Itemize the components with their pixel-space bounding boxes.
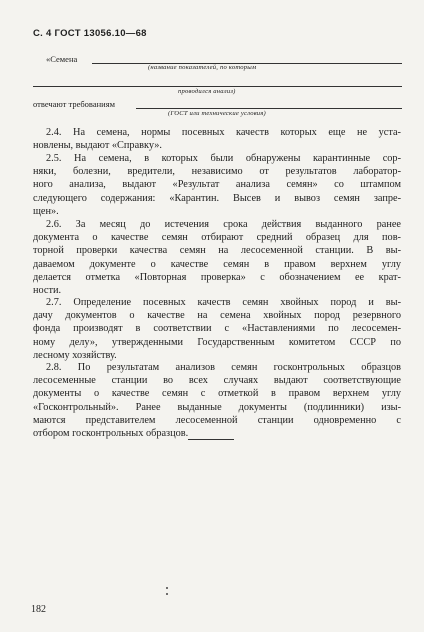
text-line: даваемом документе о качестве семян в правом верхнем углу: [33, 258, 401, 270]
text-line: фонда производят в соответствии с «Наставлениями по лесосемен-: [33, 323, 401, 335]
text-line: ности.: [33, 285, 62, 297]
text-line: отбором госконтрольных образцов.: [33, 428, 189, 440]
print-speck: [166, 593, 168, 595]
standard-fill-line: [136, 108, 402, 109]
page-header: С. 4 ГОСТ 13056.10—68: [33, 28, 147, 39]
end-divider: [188, 439, 234, 440]
text-line: документы о качестве семян с отметкой в правом верхнем углу: [33, 388, 401, 400]
conducted-caption: проводился анализ): [178, 88, 236, 95]
text-line: документа о качестве семян отбирают средний образец для пов-: [33, 232, 401, 244]
text-line: няки, болезни, вредители, независимо от результатов лаборатор-: [33, 166, 401, 178]
seeds-caption: (название показателей, по которым: [148, 64, 257, 71]
text-line: следующего содержания: «Карантин. Высев и вывоз семян запре-: [33, 192, 401, 204]
text-line: 2.5. На семена, в которых были обнаружены карантинные сор-: [46, 153, 401, 164]
text-line: ному делу», утвержденными Государственным комитетом СССР по: [33, 336, 401, 348]
seeds-label: «Семена: [46, 54, 78, 64]
text-line: лесному хозяйству.: [33, 349, 117, 361]
text-line: «Госконтрольный». Ранее выданные документы (подлинники) изы-: [33, 401, 401, 413]
text-line: ного анализа, выдают «Результат анализа семян» со штампом: [33, 179, 401, 191]
paragraph-2-8: [33, 361, 401, 440]
paragraph-2-5: [33, 152, 401, 218]
analysis-fill-line: [33, 86, 402, 87]
paragraph-2-7: [33, 296, 401, 362]
text-line: 2.7. Определение посевных качеств семян хвойных пород и вы-: [46, 297, 401, 308]
text-line: делается отметка «Повторная проверка» с обозначением ее крат-: [33, 271, 401, 283]
meet-requirements-label: отвечают требованиям: [33, 99, 115, 109]
standard-caption: (ГОСТ или технические условия): [168, 110, 266, 117]
paragraph-2-6: [33, 218, 401, 297]
text-line: 2.6. За месяц до истечения срока действия выданного ранее: [46, 219, 401, 230]
text-line: лесосеменные станции во всех случаях выдают соответствующие: [33, 375, 401, 387]
text-line: щен».: [33, 205, 59, 217]
text-line: торной проверки качества семян на лесосеменной станции. В вы-: [33, 245, 401, 257]
paragraph-2-4: [33, 126, 401, 152]
text-line: новлены, выдают «Справку».: [33, 140, 162, 152]
text-line: маются представителем лесосеменной станции одновременно с: [33, 414, 401, 426]
page-number: 182: [31, 604, 46, 615]
text-line: 2.4. На семена, нормы посевных качеств которых еще не уста-: [46, 127, 401, 138]
text-line: дачу документов о качестве на семена хвойных пород резервного: [33, 310, 401, 322]
print-speck: [166, 587, 168, 589]
text-line: 2.8. По результатам анализов семян госконтрольных образцов: [46, 362, 401, 373]
